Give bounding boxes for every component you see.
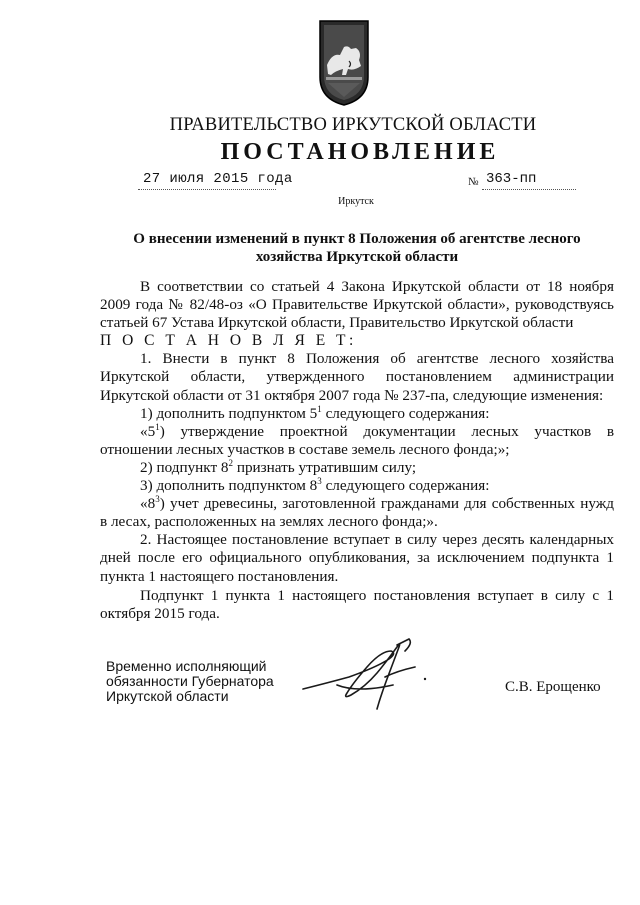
superscript: 2 bbox=[228, 457, 234, 468]
item-1-paragraph: 1. Внести в пункт 8 Положения об агентстве лесного хозяйства Иркутской области, утвержденного постановлением администрации Иркутской области от 31 октября 2007 года № 237-па, следующие изменения: bbox=[100, 350, 614, 404]
signer-title bbox=[106, 659, 274, 704]
signer-title-line: Временно исполняющий bbox=[106, 658, 267, 674]
document-body bbox=[100, 278, 614, 623]
number-sign: № bbox=[468, 176, 479, 188]
subitem-1-paragraph bbox=[100, 405, 614, 423]
document-subject bbox=[100, 230, 614, 266]
city-name: Иркутск bbox=[338, 196, 374, 207]
signer-title-line: обязанности Губернатора bbox=[106, 673, 274, 689]
handwritten-signature bbox=[297, 637, 433, 717]
superscript: 3 bbox=[155, 494, 160, 505]
document-date: 27 июля 2015 года bbox=[143, 171, 293, 187]
subitem-text: 3) дополнить подпунктом 8 bbox=[140, 477, 318, 495]
subitem-text: 1) дополнить подпунктом 5 bbox=[140, 404, 318, 422]
signer-title-line: Иркутской области bbox=[106, 688, 229, 704]
superscript: 1 bbox=[155, 421, 160, 432]
quote-text: ) учет древесины, заготовленной гражданами для собственных нужд в лесах, расположенных на землях лесного фонда;». bbox=[100, 495, 614, 531]
document-type-title: ПОСТАНОВЛЕНИЕ bbox=[220, 139, 500, 165]
subitem-2-paragraph bbox=[100, 459, 614, 477]
date-underline bbox=[138, 189, 276, 190]
document-number: 363-пп bbox=[486, 171, 537, 187]
item-3-paragraph: Подпункт 1 пункта 1 настоящего постановления вступает в силу с 1 октября 2015 года. bbox=[100, 586, 614, 622]
subitem-1-quote bbox=[100, 423, 614, 459]
superscript: 3 bbox=[317, 475, 322, 486]
government-name: ПРАВИТЕЛЬСТВО ИРКУТСКОЙ ОБЛАСТИ bbox=[169, 115, 537, 135]
preamble-paragraph: В соответствии со статьей 4 Закона Иркутской области от 18 ноября 2009 года № 82/48-оз «О Правительстве Иркутской области», руководствуясь статьей 67 Устава Иркутской области, Правительство Иркутской области bbox=[100, 278, 614, 332]
superscript: 1 bbox=[317, 403, 322, 414]
coat-of-arms-emblem bbox=[318, 19, 370, 107]
subitem-text: 2) подпункт 8 bbox=[140, 458, 229, 476]
decree-word bbox=[100, 332, 614, 350]
quote-text: ) утверждение проектной документации лесных участков в отношении лесных участков в составе земель лесного фонда;»; bbox=[100, 422, 614, 458]
subitem-text: следующего содержания: bbox=[321, 477, 490, 495]
subitem-3-quote bbox=[100, 495, 614, 531]
signer-name: С.В. Ерощенко bbox=[505, 679, 601, 695]
quote-text: «8 bbox=[140, 495, 156, 513]
item-2-paragraph: 2. Настоящее постановление вступает в силу через десять календарных дней после его официального опубликования, за исключением подпункта 1 пункта 1 настоящего постановления. bbox=[100, 531, 614, 585]
subitem-text: следующего содержания: bbox=[321, 404, 490, 422]
quote-text: «5 bbox=[140, 422, 156, 440]
number-underline bbox=[482, 189, 576, 190]
subitem-3-paragraph bbox=[100, 477, 614, 495]
subitem-text: признать утратившим силу; bbox=[233, 458, 417, 476]
subject-line: О внесении изменений в пункт 8 Положения об агентстве лесного bbox=[133, 231, 581, 247]
decree-word-text: П О С Т А Н О В Л Я Е Т: bbox=[100, 332, 357, 350]
subject-line: хозяйства Иркутской области bbox=[255, 249, 459, 265]
